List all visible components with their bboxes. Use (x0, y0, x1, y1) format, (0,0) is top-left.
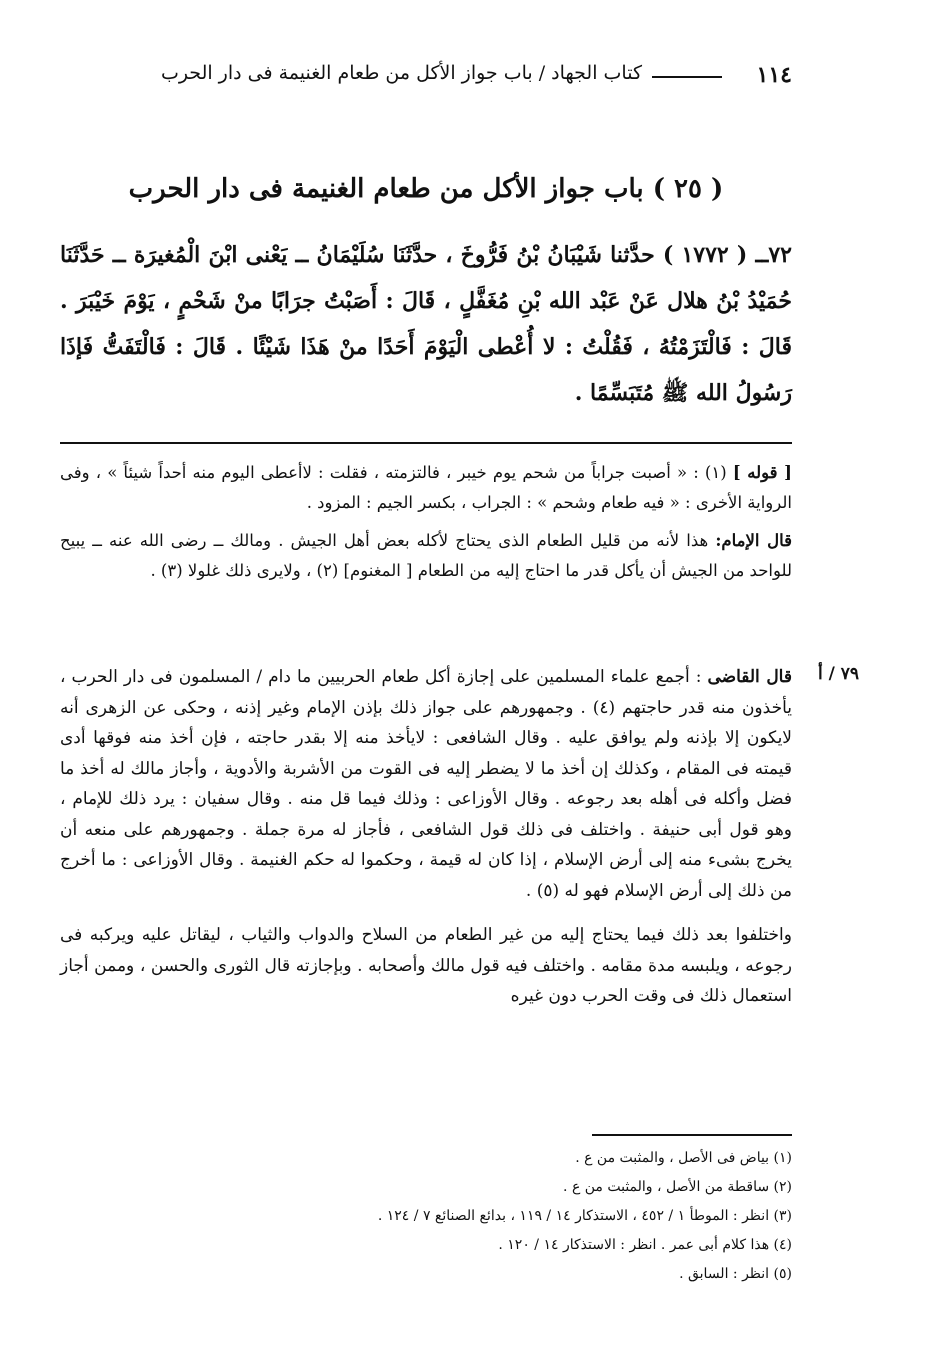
commentary-block (60, 458, 792, 594)
footnote: (٥) انظر : السابق . (679, 1266, 792, 1282)
commentary-paragraph (60, 458, 792, 518)
running-title: كتاب الجهاد / باب جواز الأكل من طعام الغنيمة فى دار الحرب (160, 62, 642, 84)
qadi-label: قال القاضى (707, 667, 792, 687)
footnote: (٢) ساقطة من الأصل ، والمثبت من ع . (563, 1179, 792, 1195)
footnotes (60, 1144, 792, 1289)
qadi-paragraph (60, 662, 792, 906)
commentary-label: قال الإمام: (715, 531, 792, 550)
footnote: (٣) انظر : الموطأ ١ / ٤٥٢ ، الاستذكار ١٤ / ١١٩ ، بدائع الصنائع ٧ / ١٢٤ . (377, 1208, 792, 1224)
header-divider (652, 76, 722, 78)
footnote: (١) بياض فى الأصل ، والمثبت من ع . (575, 1150, 792, 1166)
chapter-title: ( ٢٥ ) باب جواز الأكل من طعام الغنيمة فى دار الحرب (128, 174, 724, 204)
qadi-text: واختلفوا بعد ذلك فيما يحتاج إليه من غير الطعام من السلاح والدواب والثياب ، ليقاتل عليه ويركبه فى رجوعه ، ويلبسه مدة مقامه . واختلف فيه قول مالك وأصحابه . وبإجازته قال الثورى والحسن ، وممن أجاز استعمال ذلك فى وقت الحرب دون غيره (60, 925, 792, 1006)
text-commentary-divider (60, 442, 792, 444)
commentary-label: [ قوله ] (732, 463, 792, 482)
qadi-text: : أجمع علماء المسلمين على إجازة أكل طعام الحربيين ما دام / المسلمون فى دار الحرب ، يأخذون منه قدر حاجتهم (٤) . وجمهورهم على جواز ذلك بإذن الإمام وغير إذنه ، وحكى عن الزهرى أنه لايكون إلا بإذنه ولم يوافق عليه . وقال الشافعى : لايأخذ منه إلا بقدر حاجته ، فإن أخذ منه فوقها أدى قيمته فى المقام ، وكذلك إن أخذ ما لا يضطر إليه فى القوت من الأشربة والأدوية ، وأجاز مالك له أخذ ما فضل وأكله فى أهله بعد رجوعه . وقال الأوزاعى : وذلك فيما قل منه . وقال سفيان : يرد ذلك للإمام ، وهو قول أبى حنيفة . واختلف فى ذلك قول الشافعى ، فأجاز له مرة جملة . وجمهورهم على منعه أن يخرج بشىء منه إلى أرض الإسلام ، إذا كان له قيمة ، وحكموا له حكم الغنيمة . وقال الأوزاعى : ما أخرج من ذلك إلى أرض الإسلام فهو له (٥) . (60, 667, 792, 901)
qadi-commentary-block (60, 662, 792, 1026)
page-number: ١١٤ (756, 62, 792, 88)
footnote: (٤) هذا كلام أبى عمر . انظر : الاستذكار ١٤ / ١٢٠ . (498, 1237, 792, 1253)
page-header (60, 62, 792, 92)
hadith-text: ٧٢ــ ( ١٧٧٢ ) حدَّثنا شَيْبَانُ بْنُ فَرُّوخَ ، حدَّثَنَا سُلَيْمَانُ ــ يَعْنى ابْنَ الْمُغيرَة ــ حَدَّثَنَا حُمَيْدُ بْنُ هلال عَنْ عَبْد الله بْنِ مُغَفَّلٍ ، قَالَ : أَصَبْتُ جرَابًا منْ شَحْمٍ ، يَوْمَ خَيْبَرَ . قَالَ : فَالْتَزَمْتُهُ ، فَقُلْتُ : لا أُعْطى الْيَوْمَ أَحَدًا منْ هَذَا شَيْئًا . قَالَ : فَالْتَفَتُّ فَإذَا رَسُولُ الله ﷺ مُتَبَسِّمًا . (60, 242, 792, 406)
footnote-divider (592, 1134, 792, 1136)
commentary-paragraph (60, 526, 792, 586)
commentary-text: هذا لأنه من قليل الطعام الذى يحتاج لأكله بعض أهل الجيش . ومالك ــ رضى الله عنه ــ يبيح للواحد من الجيش أن يأكل قدر ما احتاج إليه من الطعام [ المغنوم] (٢) ، ولايرى ذلك غلولا (٣) . (60, 531, 792, 580)
manuscript-folio-note: ٧٩ / أ (818, 664, 860, 684)
qadi-paragraph (60, 920, 792, 1012)
commentary-text: (١) : « أصبت جراباً من شحم يوم خيبر ، فالتزمته ، فقلت : لاأعطى اليوم منه أحداً شيئاً » ، وفى الرواية الأخرى : « فيه طعام وشحم » : الجراب ، بكسر الجيم : المزود . (60, 463, 792, 512)
